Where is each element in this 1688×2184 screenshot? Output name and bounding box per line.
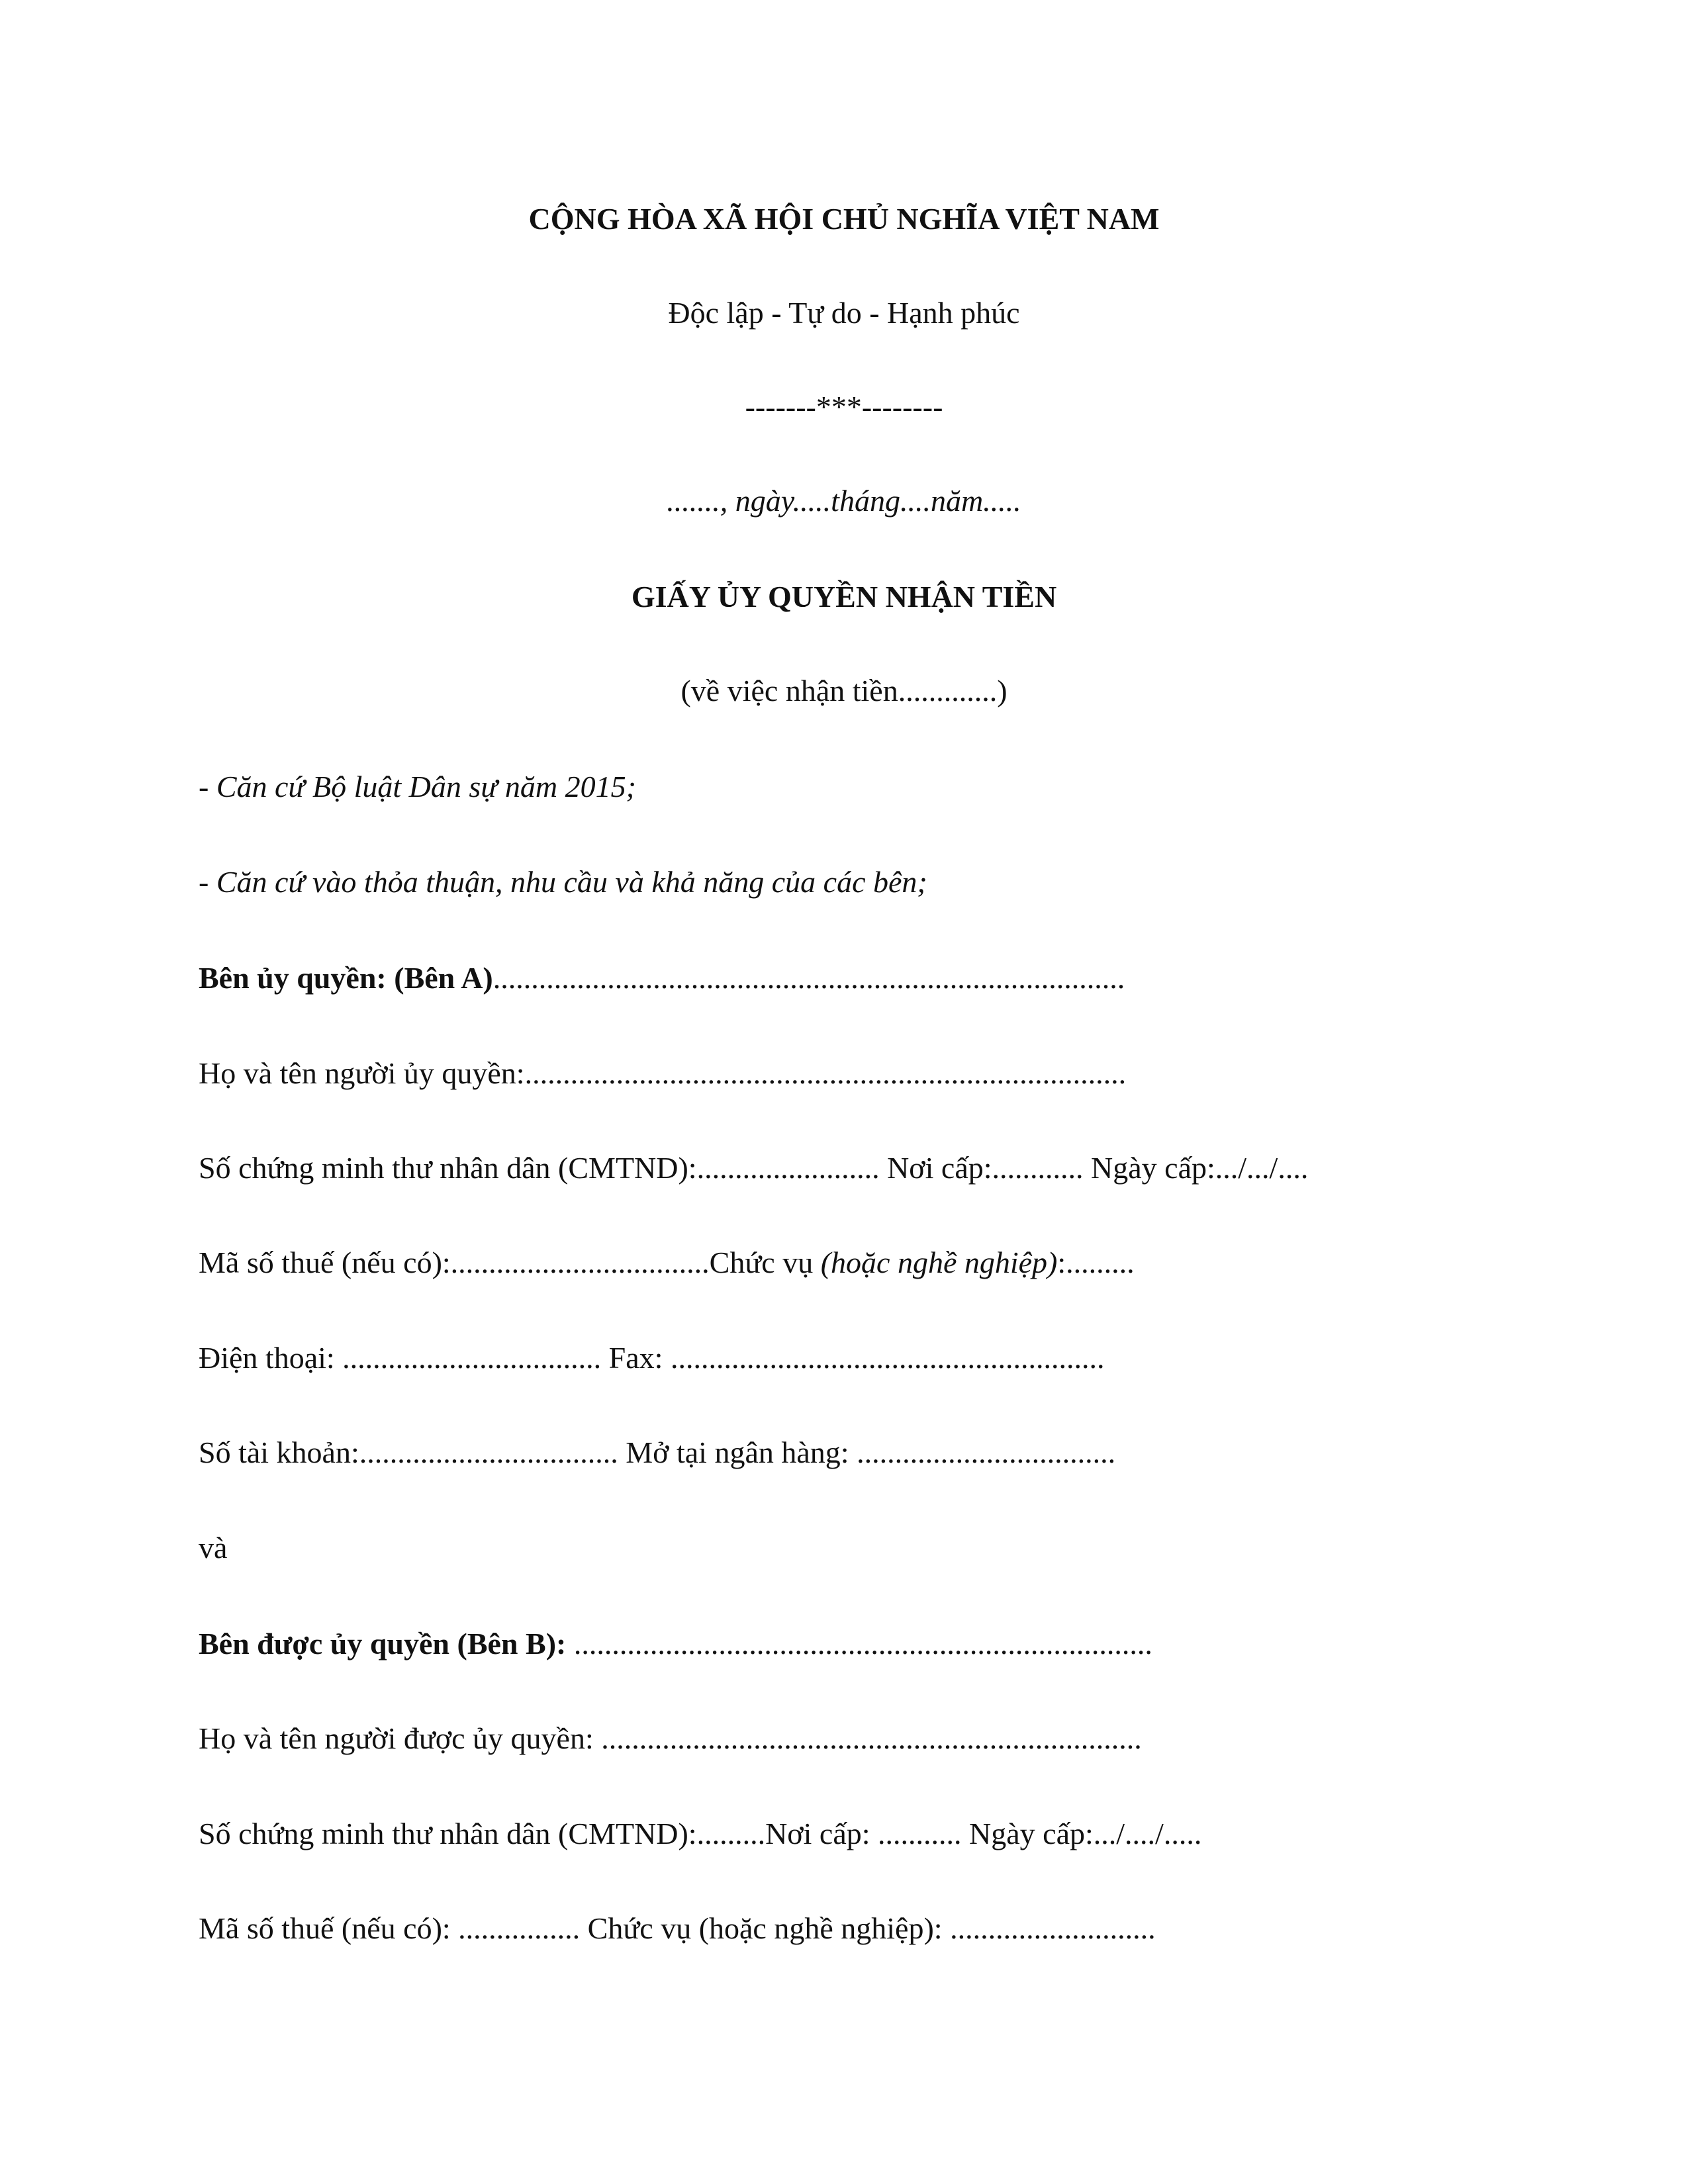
party-b-heading: [199, 1625, 1152, 1662]
party-b-name-line: Họ và tên người được ủy quyền: .......................................................................: [199, 1721, 1142, 1755]
party-a-account-line: Số tài khoản:.................................. Mở tại ngân hàng: ..................................: [199, 1435, 1116, 1469]
party-a-heading-fill: ...................................................................................: [492, 961, 1125, 995]
party-a-heading-label: Bên ủy quyền: (Bên A): [199, 961, 493, 995]
party-a-heading: [199, 960, 1125, 997]
country-header: CỘNG HÒA XÃ HỘI CHỦ NGHĨA VIỆT NAM: [528, 202, 1160, 236]
header-divider: -------***--------: [745, 390, 943, 424]
party-a-id-line: Số chứng minh thư nhân dân (CMTND):........................ Nơi cấp:............ Ngày cấp:.../.../....: [199, 1151, 1309, 1185]
party-a-phone-line: Điện thoại: .................................. Fax: .........................................................: [199, 1341, 1105, 1375]
party-a-occupation-note: (hoặc nghề nghiệp): [820, 1246, 1058, 1279]
party-b-tax-line: Mã số thuế (nếu có): ................ Chức vụ (hoặc nghề nghiệp): ...........................: [199, 1911, 1156, 1945]
party-a-name-line: Họ và tên người ủy quyền:...............................................................................: [199, 1056, 1127, 1090]
date-line: ......., ngày.....tháng....năm.....: [667, 484, 1021, 518]
national-motto: Độc lập - Tự do - Hạnh phúc: [668, 296, 1020, 330]
party-b-heading-label: Bên được ủy quyền (Bên B):: [199, 1627, 567, 1661]
conjunction: và: [199, 1531, 228, 1565]
legal-basis-agreement: - Căn cứ vào thỏa thuận, nhu cầu và khả năng của các bên;: [199, 865, 927, 899]
document-subtitle: (về việc nhận tiền.............): [680, 674, 1008, 707]
document-title: GIẤY ỦY QUYỀN NHẬN TIỀN: [631, 580, 1057, 614]
party-a-tax-suffix: :.........: [1057, 1246, 1135, 1279]
party-b-id-line: Số chứng minh thư nhân dân (CMTND):.........Nơi cấp: ........... Ngày cấp:.../..../.....: [199, 1817, 1202, 1850]
party-a-tax-line: [199, 1244, 1135, 1281]
legal-basis-civil-code: - Căn cứ Bộ luật Dân sự năm 2015;: [199, 770, 636, 803]
party-b-heading-fill: ............................................................................: [566, 1627, 1152, 1661]
party-a-tax-prefix: Mã số thuế (nếu có):..................................Chức vụ: [199, 1246, 821, 1279]
